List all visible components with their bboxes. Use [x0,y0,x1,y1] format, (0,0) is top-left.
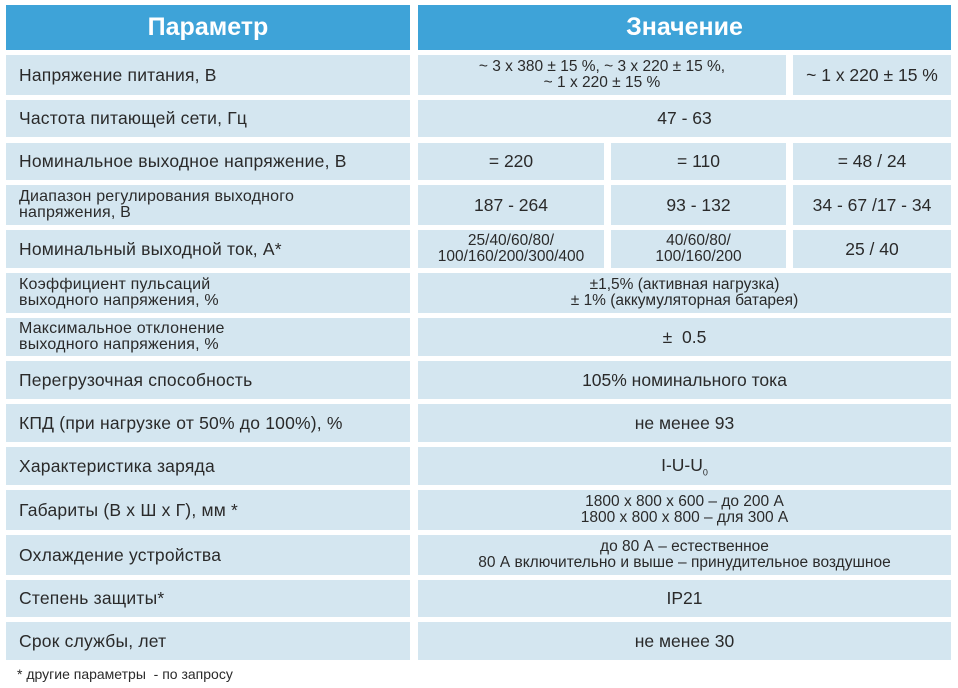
value-output-current-3: 25 / 40 [793,230,951,268]
value-charge-characteristic: $I-U-U_0$ [418,447,951,485]
param-frequency: Частота питающей сети, Гц [6,100,410,137]
param-service-life: Срок службы, лет [6,622,410,660]
param-overload-capacity: Перегрузочная способность [6,361,410,399]
value-output-current-2: 40/60/80/ 100/160/200 [611,230,786,268]
value-output-voltage-2: = 110 [611,143,786,180]
footnote: * другие параметры - по запросу [17,666,233,682]
value-regulation-range-3: 34 - 67 /17 - 34 [793,185,951,225]
value-overload-capacity: 105% номинального тока [418,361,951,399]
value-regulation-range-1: 187 - 264 [418,185,604,225]
param-nominal-output-current: Номинальный выходной ток, А* [6,230,410,268]
param-regulation-range: Диапазон регулирования выходного напряжения, В [6,185,410,225]
param-dimensions: Габариты (В х Ш х Г), мм * [6,490,410,530]
header-value: Значение [418,5,951,50]
value-dimensions: 1800 x 800 x 600 – до 200 А 1800 x 800 x 800 – для 300 А [418,490,951,530]
value-ripple-factor: ±1,5% (активная нагрузка) ± 1% (аккумуляторная батарея) [418,273,951,313]
value-supply-voltage-1ph: ~ 1 x 220 ± 15 % [793,55,951,95]
value-max-deviation: ± 0.5 [418,318,951,356]
value-supply-voltage-3ph: ~ 3 x 380 ± 15 %, ~ 3 x 220 ± 15 %, ~ 1 x 220 ± 15 % [418,55,786,95]
value-output-current-1: 25/40/60/80/ 100/160/200/300/400 [418,230,604,268]
param-supply-voltage: Напряжение питания, В [6,55,410,95]
value-service-life: не менее 30 [418,622,951,660]
value-efficiency: не менее 93 [418,404,951,442]
header-param: Параметр [6,5,410,50]
param-max-deviation: Максимальное отклонение выходного напряжения, % [6,318,410,356]
param-ripple-factor: Коэффициент пульсаций выходного напряжения, % [6,273,410,313]
value-regulation-range-2: 93 - 132 [611,185,786,225]
param-cooling: Охлаждение устройства [6,535,410,575]
value-protection-degree: IP21 [418,580,951,617]
param-protection-degree: Степень защиты* [6,580,410,617]
value-output-voltage-1: = 220 [418,143,604,180]
param-nominal-output-voltage: Номинальное выходное напряжение, В [6,143,410,180]
param-efficiency: КПД (при нагрузке от 50% до 100%), % [6,404,410,442]
value-cooling: до 80 А – естественное 80 А включительно и выше – принудительное воздушное [418,535,951,575]
param-charge-characteristic: Характеристика заряда [6,447,410,485]
value-frequency: 47 - 63 [418,100,951,137]
value-output-voltage-3: = 48 / 24 [793,143,951,180]
